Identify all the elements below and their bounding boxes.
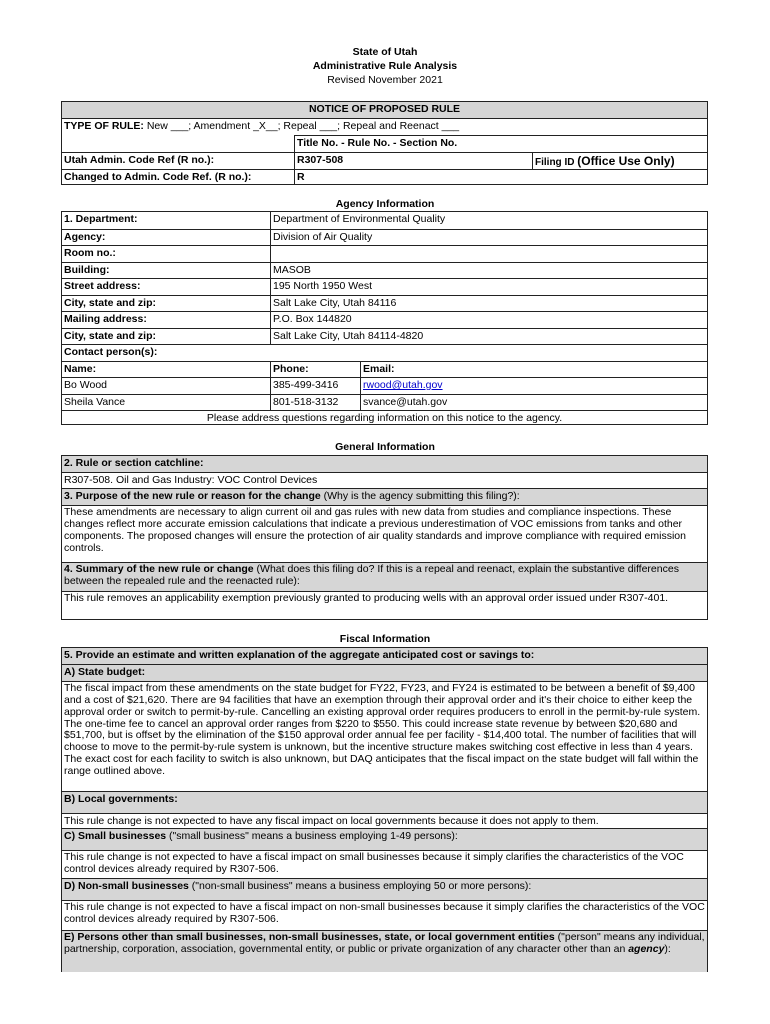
agency-row-value: 195 North 1950 West [273,280,373,292]
general-heading: General Information [335,441,435,453]
q2-text: R307-508. Oil and Gas Industry: VOC Control Devices [62,472,707,488]
small-business-label: C) Small businesses [64,830,167,842]
type-of-rule-text: New ___; Amendment _X__; Repeal ___; Repeal and Reenact ___ [143,120,460,132]
non-small-business-note: ("non-small business" means a business employing 50 or more persons): [188,880,532,892]
other-persons-question [62,930,707,972]
q3-text: These amendments are necessary to align current oil and gas rules with new data from studies and compliance inspections. These changes reflect more accurate emission calculations that indicate a previous underestimation of VOC emissions from tanks and other components. The proposed changes will ensure the protection of air quality standards and improve compliance with required emission controls. [62,505,707,562]
q5-label: 5. Provide an estimate and written explanation of the aggregate anticipated cost or savings to: [62,648,707,664]
q4-text: This rule removes an applicability exemption previously granted to producing wells with an approval order issued under R307-401. [62,591,707,620]
agency-row-label: Street address: [64,280,141,292]
other-persons-label: E) Persons other than small businesses, non-small businesses, state, or local government entities [64,931,555,943]
agency-row-label: Room no.: [64,247,116,259]
small-business-question [62,828,707,850]
email-header: Email: [363,362,395,375]
agency-row-value: MASOB [273,263,311,276]
contact-name: Sheila Vance [64,395,126,408]
contact-name: Bo Wood [64,379,107,391]
contact-email [361,378,445,394]
agency-row-value: Department of Environmental Quality [273,213,446,225]
notice-table [61,101,708,185]
q4-note: (What does this filing do? If this is a repeal and reenact, explain the substantive differences between the repealed rule and the reenacted rule): [64,563,679,587]
agency-row-value: Salt Lake City, Utah 84116 [273,296,397,309]
code-ref-label: Utah Admin. Code Ref (R no.): [64,154,215,166]
agency-heading: Agency Information [335,198,435,210]
code-ref-row [62,152,707,169]
fiscal-table [61,647,708,972]
state-budget-label: A) State budget: [62,664,707,681]
agency-row-label: 1. Department: [64,213,138,225]
agency-row-label: City, state and zip: [64,329,156,342]
agency-table [61,211,708,425]
type-of-rule [62,119,461,135]
changed-row [62,169,707,185]
agency-row-value: P.O. Box 144820 [273,313,352,325]
filing-id-note: (Office Use Only) [577,154,675,168]
other-persons-end: ): [664,942,671,955]
agency-row-label: Agency: [64,230,106,243]
agency-row-room [62,245,707,262]
changed-value: R [297,171,305,183]
non-small-business-text: This rule change is not expected to have a fiscal impact on non-small businesses because it simply clarifies the characteristics of the VOC control devices already required by R307-506. [62,900,707,930]
agency-note-row [62,410,707,426]
state-budget-text: The fiscal impact from these amendments on the state budget for FY22, FY23, and FY24 is estimated to be between a benefit of $9,400 and a cost of $21,620. There are 94 facilities that have an exemption through their approval order and it's their choice to either keep the approval order or switch to permit-by-rule. Cancelling an existing approval order requires producers to enroll in the permit-by-rule system. The one-time fee to cancel an approval order ranges from $220 to $550. This could increase state revenue by between $20,680 and $51,700, but is offset by the elimination of the $150 approval order annual fee per facility - $14,400 total. The number of facilities that will choose to move to the permit-by-rule system is unknown, but the incentive structure makes switching cost effective in less than 4 years. The exact cost for each facility to switch is also unknown, but DAQ anticipates that the fiscal impact on the state budget will fall within the range outlined above. [62,681,707,791]
agency-term: agency [628,942,665,955]
agency-row-label: Mailing address: [64,313,147,325]
contact-row [62,377,707,394]
type-of-rule-label: TYPE OF RULE: [64,120,144,132]
general-table [61,455,708,620]
revision-date: Revised November 2021 [327,74,443,86]
agency-row-label: Building: [64,263,110,276]
non-small-business-label: D) Non-small businesses [64,880,189,892]
agency-row-mailing [62,311,707,328]
notice-title: NOTICE OF PROPOSED RULE [62,102,707,118]
agency-row-mail-city [62,328,707,345]
local-gov-text: This rule change is not expected to have any fiscal impact on local governments because it does not apply to them. [62,813,707,828]
contact-phone: 801-518-3132 [273,395,339,408]
agency-row-building [62,262,707,279]
filing-id-label: Filing ID [535,157,575,168]
title-no-row [294,135,707,152]
q4-question [62,562,707,591]
analysis-title: Administrative Rule Analysis [312,60,458,72]
contact-header-row [62,361,707,378]
q3-label: 3. Purpose of the new rule or reason for the change [64,490,321,502]
contact-row [62,394,707,411]
contact-phone: 385-499-3416 [273,379,339,391]
other-persons-note: ("person" means any individual, partnership, corporation, association, governmental entity, or public or private organization of any character other than an [64,931,705,955]
agency-row-department [62,212,707,229]
small-business-note: ("small business" means a business employing 1-49 persons): [166,830,458,842]
small-business-text: This rule change is not expected to have a fiscal impact on small businesses because it simply clarifies the characteristics of the VOC control devices already required by R307-506. [62,850,707,878]
name-header: Name: [64,362,97,375]
agency-note: Please address questions regarding information on this notice to the agency. [206,412,563,424]
agency-row-street [62,278,707,295]
agency-row-label: City, state and zip: [64,296,156,309]
code-ref-value: R307-508 [297,154,344,166]
q3-note: (Why is the agency submitting this filing?): [320,490,520,502]
agency-row-city [62,295,707,312]
filing-id [533,153,677,169]
agency-row-value [271,246,275,262]
q2-label: 2. Rule or section catchline: [62,456,707,472]
email-link[interactable]: rwood@utah.gov [363,379,443,391]
non-small-business-question [62,878,707,900]
state-title: State of Utah [352,46,418,58]
title-no-label: Title No. - Rule No. - Section No. [297,137,458,149]
agency-row-value: Division of Air Quality [273,230,373,243]
contact-persons-label: Contact person(s): [64,346,158,358]
contact-persons-row [62,344,707,361]
fiscal-heading: Fiscal Information [339,633,431,645]
changed-label: Changed to Admin. Code Ref. (R no.): [64,171,252,183]
q4-label: 4. Summary of the new rule or change [64,563,254,575]
q3-question [62,488,707,505]
contact-email: svance@utah.gov [363,395,448,408]
local-gov-label: B) Local governments: [62,791,707,813]
type-of-rule-row [62,118,707,135]
phone-header: Phone: [273,362,309,375]
agency-row-value: Salt Lake City, Utah 84114-4820 [273,329,424,342]
agency-row-agency [62,229,707,246]
